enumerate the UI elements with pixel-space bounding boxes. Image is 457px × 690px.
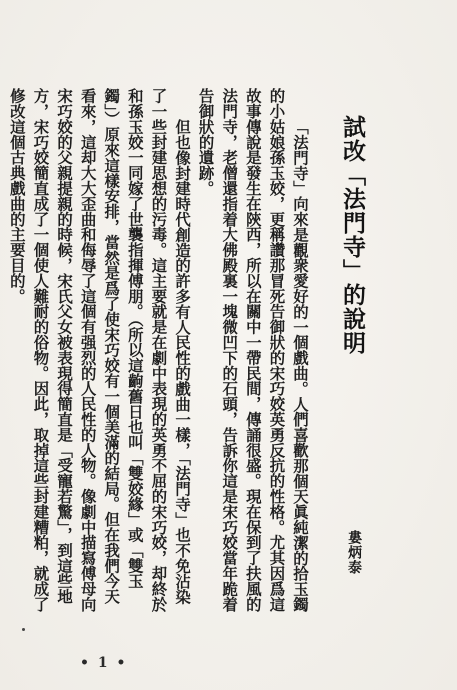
paragraph-1: 「法門寺」向來是觀衆愛好的一個戲曲。人們喜歡那個天眞純潔的拾玉鐲的小姑娘孫玉姣，更稱讚那冒死告御狀的宋巧姣英勇反抗的性格。尤其因爲這故事傳說是發生在陝西，所以在關中一帶民間，傳誦很盛。現在保到了扶風的法門寺，老僧還指着大佛殿裏一塊微凹下的石頭，告訴你這是宋巧姣當年跪着告御狀的遺跡。 (196, 88, 309, 612)
page-number: • 1 • (80, 655, 128, 671)
author-name: 婁炳泰 (346, 530, 362, 575)
print-speck (22, 628, 25, 631)
paragraph-2: 但也像封建時代創造的許多有人民性的戲曲一樣，「法門寺」也不免沾染了一些封建思想的污毒。這主要就是在劇中表現的英勇不屈的宋巧姣，却終於和孫玉姣一同嫁了世襲指揮傅朋。（所以這齣舊日也叫「雙姣緣」或「雙玉鐲」）原來這樣安排，當然是爲了使宋巧姣有一個美滿的結局。但在我們今天看來，這却大大歪曲和侮辱了這個有强烈的人民性的人物。像劇中描寫傅母向宋巧姣的父親提親的時候，宋氏父女被表現得簡直是「受寵若驚」，到這些地方，宋巧姣簡直成了一個使人難耐的俗物。因此，取掉這些封建糟粕，就成了修改這個古典戲曲的主要目的。 (7, 88, 192, 612)
article-body (4, 88, 311, 618)
article-title: 試改「法門寺」的說明 (339, 115, 366, 355)
